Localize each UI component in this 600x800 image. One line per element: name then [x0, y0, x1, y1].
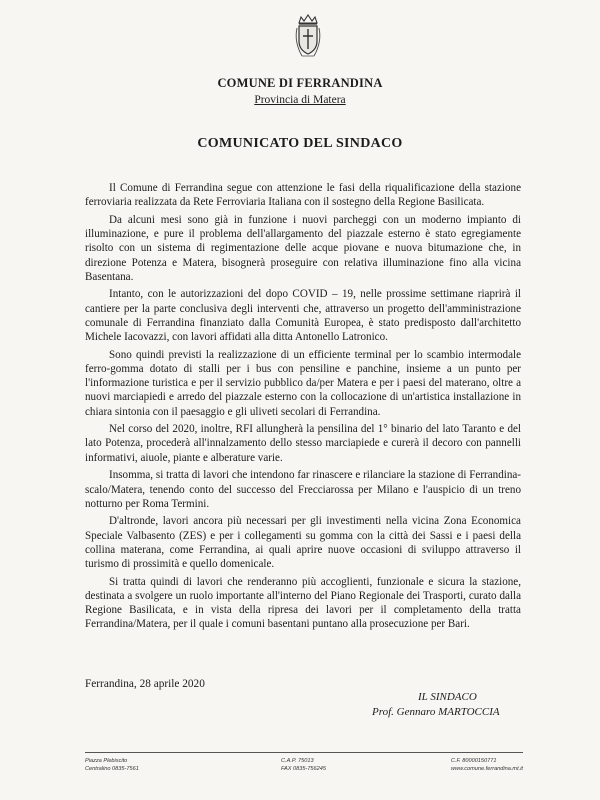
footer-left [85, 757, 139, 773]
footer-cf: C.F. 80000150771 [450, 758, 497, 764]
signatory-role: IL SINDACO [418, 691, 477, 703]
date-line: Ferrandina, 28 aprile 2020 [85, 678, 205, 690]
footer-fax: FAX 0835-756245 [281, 766, 326, 772]
coat-of-arms-icon [292, 14, 324, 60]
paragraph: Sono quindi previsti la realizzazione di un efficiente terminal per lo scambio intermodale ferro-gomma dotato di stalli per i bus con pensiline e panchine, insieme a un punto per l'informazione turistica e per il servizio pubblico da/per Matera e per i paesi del materano, oltre a nuovi marciapiedi e arredo del piazzale esterno con la collocazione di un'artistica installazione in chiara sintonia con il paesaggio e gli uliveti secolari di Ferrandina. [85, 348, 521, 418]
footer-phone: Centralino 0835-7561 [85, 766, 139, 772]
signatory-name: Prof. Gennaro MARTOCCIA [372, 706, 500, 718]
paragraph: Nel corso del 2020, inoltre, RFI allungherà la pensilina del 1° binario del lato Taranto e del lato Potenza, procederà all'innalzamento dello stesso marciapiede e curerà il decoro con pannelli informativi, aiuole, piante e alberature varie. [85, 423, 521, 464]
document-body [85, 181, 521, 635]
paragraph: Intanto, con le autorizzazioni del dopo COVID – 19, nelle prossime settimane riaprirà il cantiere per la parte conclusiva degli interventi che, attraverso un progetto dell'amministrazione comunale di Ferrandina finanziato dalla Comunità Europea, è stato predisposto dall'architetto Michele Iacovazzi, con lavori affidati alla ditta Antonello Latronico. [85, 288, 521, 344]
province-name: Provincia di Matera [254, 94, 346, 106]
footer-website-link[interactable]: www.comune.ferrandina.mt.it [450, 766, 523, 772]
municipality-name: COMUNE DI FERRANDINA [217, 76, 383, 90]
paragraph: Il Comune di Ferrandina segue con attenzione le fasi della riqualificazione della stazione ferroviaria realizzata da Rete Ferroviaria Italiana con il sostegno della Regione Basilicata. [85, 182, 521, 209]
footer-cap: C.A.P. 75013 [281, 758, 314, 764]
paragraph: D'altronde, lavori ancora più necessari per gli investimenti nella vicina Zona Economica Speciale Valbasento (ZES) e per i collegamenti su gomma con la città dei Sassi e i paesi della collina materana, come Ferrandina, ai quali aprire nuove occasioni di sviluppo attraverso il turismo di prossimità e quello domenicale. [85, 515, 521, 571]
paragraph: Insomma, si tratta di lavori che intendono far rinascere e rilanciare la stazione di Ferrandina-scalo/Matera, tenendo conto del successo del Frecciarossa per Milano e l'auspicio di un treno notturno per Roma Termini. [85, 469, 521, 510]
footer [85, 757, 523, 781]
paragraph: Da alcuni mesi sono già in funzione i nuovi parcheggi con un moderno impianto di illuminazione, e pure il problema dell'allargamento del piazzale esterno è stato egregiamente risolto con un sistema di regimentazione delle acque piovane e nuova bitumazione che, in direzione Potenza e Matera, bisognerà proseguire con relativa illuminazione fino alla vicina Basentana. [85, 213, 521, 283]
paragraph: Si tratta quindi di lavori che renderanno più accoglienti, funzionale e sicura la stazione, destinata a svolgere un ruolo importante all'interno del Piano Regionale dei Trasporti, curato dalla Regione Basilicata, e in vista della ripresa dei lavori per il completamento della tratta Ferrandina/Matera, per il quale i comuni basentani puntano alla prosecuzione per Bari. [85, 575, 521, 631]
footer-divider [85, 752, 523, 753]
footer-right [451, 757, 523, 773]
letterhead [0, 76, 600, 108]
footer-address: Piazza Plebiscito [85, 758, 128, 764]
footer-center [281, 757, 326, 773]
document-title: COMUNICATO DEL SINDACO [197, 136, 403, 151]
